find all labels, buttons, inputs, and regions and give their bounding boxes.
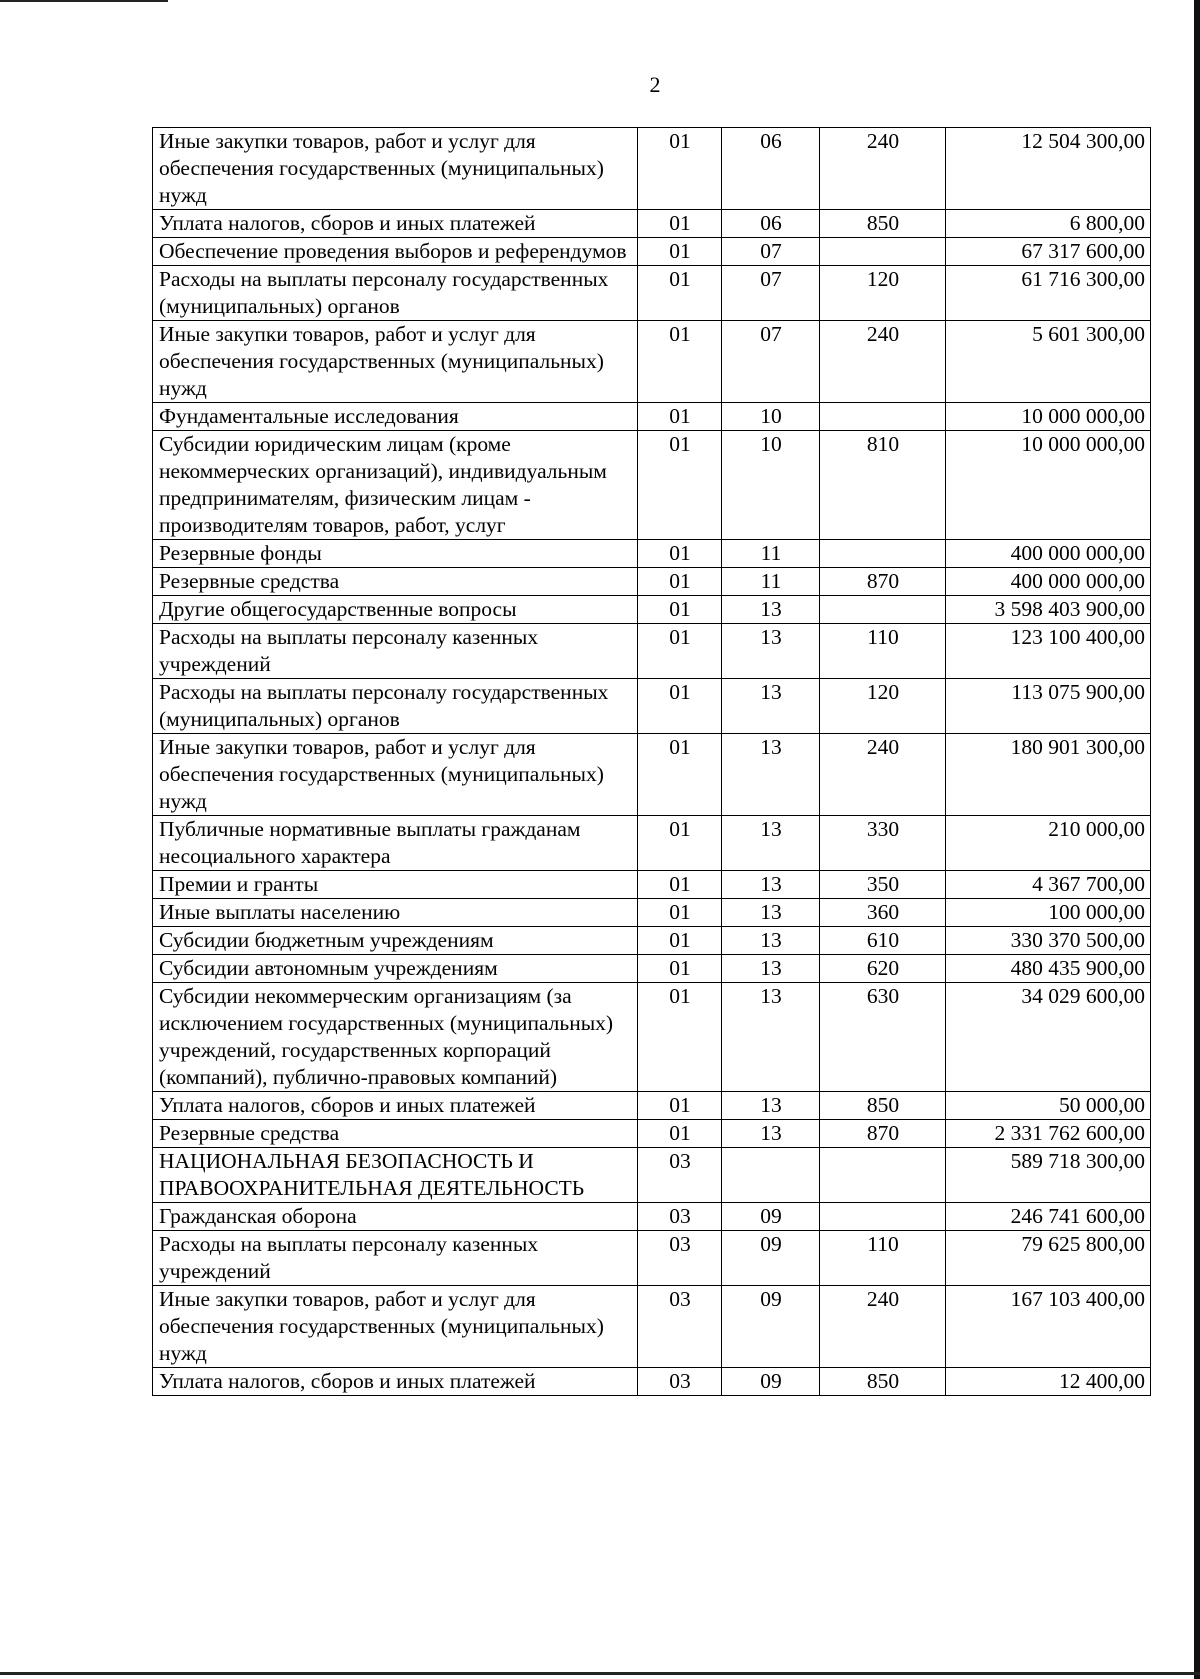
row-section-code-cell: 01 <box>638 899 722 927</box>
row-expense-type-cell <box>820 1148 946 1203</box>
row-amount-cell: 589 718 300,00 <box>946 1148 1151 1203</box>
table-row <box>153 321 1151 403</box>
row-amount-cell: 123 100 400,00 <box>946 624 1151 679</box>
row-subsection-code-cell: 11 <box>722 540 820 568</box>
row-section-code-cell: 01 <box>638 734 722 816</box>
row-name-cell: Уплата налогов, сборов и иных платежей <box>153 1368 638 1396</box>
row-section-code-cell: 03 <box>638 1148 722 1203</box>
row-expense-type-cell: 850 <box>820 1092 946 1120</box>
table-row <box>153 1092 1151 1120</box>
row-section-code-cell: 01 <box>638 210 722 238</box>
row-name-cell: Резервные средства <box>153 568 638 596</box>
row-subsection-code-cell: 09 <box>722 1231 820 1286</box>
scan-edge-bottom <box>0 1672 1200 1675</box>
row-section-code-cell: 03 <box>638 1231 722 1286</box>
row-name-cell: Гражданская оборона <box>153 1203 638 1231</box>
row-amount-cell: 210 000,00 <box>946 816 1151 871</box>
row-name-cell: Иные закупки товаров, работ и услуг для обеспечения государственных (муниципальных) нужд <box>153 128 638 210</box>
row-subsection-code-cell: 13 <box>722 679 820 734</box>
row-subsection-code-cell: 07 <box>722 238 820 266</box>
row-expense-type-cell: 870 <box>820 1120 946 1148</box>
table-row <box>153 596 1151 624</box>
row-expense-type-cell <box>820 540 946 568</box>
row-subsection-code-cell: 13 <box>722 983 820 1092</box>
row-name-cell: Резервные средства <box>153 1120 638 1148</box>
row-section-code-cell: 01 <box>638 871 722 899</box>
row-name-cell: Иные закупки товаров, работ и услуг для обеспечения государственных (муниципальных) нужд <box>153 734 638 816</box>
row-section-code-cell: 01 <box>638 403 722 431</box>
row-subsection-code-cell: 13 <box>722 816 820 871</box>
row-expense-type-cell: 240 <box>820 734 946 816</box>
row-expense-type-cell: 120 <box>820 679 946 734</box>
row-amount-cell: 400 000 000,00 <box>946 540 1151 568</box>
row-name-cell: Иные выплаты населению <box>153 899 638 927</box>
row-section-code-cell: 01 <box>638 596 722 624</box>
table-row <box>153 210 1151 238</box>
table-row <box>153 128 1151 210</box>
table-row <box>153 540 1151 568</box>
row-expense-type-cell: 240 <box>820 321 946 403</box>
row-amount-cell: 79 625 800,00 <box>946 1231 1151 1286</box>
row-name-cell: Расходы на выплаты персоналу казенных учреждений <box>153 1231 638 1286</box>
row-subsection-code-cell: 07 <box>722 321 820 403</box>
row-name-cell: Субсидии автономным учреждениям <box>153 955 638 983</box>
budget-table-body <box>153 128 1151 1396</box>
row-subsection-code-cell: 13 <box>722 1120 820 1148</box>
row-section-code-cell: 01 <box>638 927 722 955</box>
row-amount-cell: 12 400,00 <box>946 1368 1151 1396</box>
row-expense-type-cell <box>820 238 946 266</box>
row-expense-type-cell <box>820 1203 946 1231</box>
row-section-code-cell: 01 <box>638 128 722 210</box>
table-row <box>153 927 1151 955</box>
row-subsection-code-cell: 13 <box>722 899 820 927</box>
row-amount-cell: 167 103 400,00 <box>946 1286 1151 1368</box>
table-row <box>153 1231 1151 1286</box>
row-amount-cell: 400 000 000,00 <box>946 568 1151 596</box>
row-subsection-code-cell: 13 <box>722 734 820 816</box>
table-row <box>153 983 1151 1092</box>
row-expense-type-cell: 850 <box>820 1368 946 1396</box>
row-name-cell: Иные закупки товаров, работ и услуг для обеспечения государственных (муниципальных) нужд <box>153 321 638 403</box>
row-name-cell: Публичные нормативные выплаты гражданам несоциального характера <box>153 816 638 871</box>
row-amount-cell: 3 598 403 900,00 <box>946 596 1151 624</box>
table-row <box>153 899 1151 927</box>
row-expense-type-cell: 620 <box>820 955 946 983</box>
row-section-code-cell: 01 <box>638 540 722 568</box>
scan-edge-top <box>0 0 168 2</box>
row-expense-type-cell: 360 <box>820 899 946 927</box>
row-name-cell: Резервные фонды <box>153 540 638 568</box>
table-row <box>153 1368 1151 1396</box>
row-subsection-code-cell: 13 <box>722 927 820 955</box>
row-subsection-code-cell: 13 <box>722 596 820 624</box>
row-subsection-code-cell: 09 <box>722 1286 820 1368</box>
row-expense-type-cell: 240 <box>820 128 946 210</box>
row-section-code-cell: 01 <box>638 679 722 734</box>
row-name-cell: Расходы на выплаты персоналу казенных учреждений <box>153 624 638 679</box>
scan-edge-right <box>1194 0 1200 1679</box>
row-subsection-code-cell: 10 <box>722 403 820 431</box>
row-subsection-code-cell: 06 <box>722 128 820 210</box>
row-name-cell: Расходы на выплаты персоналу государственных (муниципальных) органов <box>153 679 638 734</box>
row-section-code-cell: 01 <box>638 983 722 1092</box>
row-name-cell: Премии и гранты <box>153 871 638 899</box>
row-name-cell: Уплата налогов, сборов и иных платежей <box>153 1092 638 1120</box>
row-name-cell: НАЦИОНАЛЬНАЯ БЕЗОПАСНОСТЬ И ПРАВООХРАНИТЕЛЬНАЯ ДЕЯТЕЛЬНОСТЬ <box>153 1148 638 1203</box>
row-name-cell: Обеспечение проведения выборов и референдумов <box>153 238 638 266</box>
row-expense-type-cell: 120 <box>820 266 946 321</box>
row-subsection-code-cell: 09 <box>722 1203 820 1231</box>
row-name-cell: Другие общегосударственные вопросы <box>153 596 638 624</box>
row-expense-type-cell: 110 <box>820 1231 946 1286</box>
row-subsection-code-cell: 13 <box>722 871 820 899</box>
row-expense-type-cell: 850 <box>820 210 946 238</box>
row-subsection-code-cell: 06 <box>722 210 820 238</box>
row-amount-cell: 2 331 762 600,00 <box>946 1120 1151 1148</box>
row-subsection-code-cell: 13 <box>722 1092 820 1120</box>
row-amount-cell: 480 435 900,00 <box>946 955 1151 983</box>
row-name-cell: Уплата налогов, сборов и иных платежей <box>153 210 638 238</box>
row-section-code-cell: 03 <box>638 1286 722 1368</box>
row-amount-cell: 113 075 900,00 <box>946 679 1151 734</box>
row-amount-cell: 34 029 600,00 <box>946 983 1151 1092</box>
row-amount-cell: 330 370 500,00 <box>946 927 1151 955</box>
table-row <box>153 871 1151 899</box>
row-expense-type-cell: 610 <box>820 927 946 955</box>
row-subsection-code-cell: 09 <box>722 1368 820 1396</box>
table-row <box>153 431 1151 540</box>
row-name-cell: Субсидии юридическим лицам (кроме некоммерческих организаций), индивидуальным предпринимателям, физическим лицам - производителям товаров, работ, услуг <box>153 431 638 540</box>
row-section-code-cell: 01 <box>638 816 722 871</box>
row-expense-type-cell <box>820 596 946 624</box>
row-amount-cell: 10 000 000,00 <box>946 431 1151 540</box>
table-row <box>153 568 1151 596</box>
table-row <box>153 679 1151 734</box>
row-subsection-code-cell <box>722 1148 820 1203</box>
row-amount-cell: 12 504 300,00 <box>946 128 1151 210</box>
row-expense-type-cell <box>820 403 946 431</box>
row-name-cell: Субсидии некоммерческим организациям (за исключением государственных (муниципальных) учреждений, государственных корпораций (компаний), публично-правовых компаний) <box>153 983 638 1092</box>
row-subsection-code-cell: 13 <box>722 624 820 679</box>
table-row <box>153 624 1151 679</box>
row-section-code-cell: 01 <box>638 1092 722 1120</box>
row-amount-cell: 6 800,00 <box>946 210 1151 238</box>
row-expense-type-cell: 240 <box>820 1286 946 1368</box>
row-amount-cell: 61 716 300,00 <box>946 266 1151 321</box>
row-section-code-cell: 01 <box>638 266 722 321</box>
row-section-code-cell: 01 <box>638 624 722 679</box>
row-amount-cell: 100 000,00 <box>946 899 1151 927</box>
row-name-cell: Иные закупки товаров, работ и услуг для обеспечения государственных (муниципальных) нужд <box>153 1286 638 1368</box>
row-amount-cell: 10 000 000,00 <box>946 403 1151 431</box>
row-section-code-cell: 03 <box>638 1368 722 1396</box>
row-section-code-cell: 03 <box>638 1203 722 1231</box>
row-amount-cell: 67 317 600,00 <box>946 238 1151 266</box>
row-subsection-code-cell: 10 <box>722 431 820 540</box>
row-section-code-cell: 01 <box>638 955 722 983</box>
row-name-cell: Расходы на выплаты персоналу государственных (муниципальных) органов <box>153 266 638 321</box>
table-row <box>153 238 1151 266</box>
row-subsection-code-cell: 13 <box>722 955 820 983</box>
table-row <box>153 1203 1151 1231</box>
row-expense-type-cell: 810 <box>820 431 946 540</box>
table-row <box>153 1120 1151 1148</box>
row-amount-cell: 4 367 700,00 <box>946 871 1151 899</box>
table-row <box>153 403 1151 431</box>
row-expense-type-cell: 330 <box>820 816 946 871</box>
row-amount-cell: 5 601 300,00 <box>946 321 1151 403</box>
page-number: 2 <box>649 72 661 97</box>
row-name-cell: Фундаментальные исследования <box>153 403 638 431</box>
row-amount-cell: 246 741 600,00 <box>946 1203 1151 1231</box>
table-row <box>153 1148 1151 1203</box>
row-amount-cell: 50 000,00 <box>946 1092 1151 1120</box>
budget-table <box>152 127 1151 1396</box>
row-expense-type-cell: 350 <box>820 871 946 899</box>
row-section-code-cell: 01 <box>638 238 722 266</box>
row-subsection-code-cell: 11 <box>722 568 820 596</box>
row-expense-type-cell: 110 <box>820 624 946 679</box>
row-expense-type-cell: 630 <box>820 983 946 1092</box>
row-amount-cell: 180 901 300,00 <box>946 734 1151 816</box>
row-name-cell: Субсидии бюджетным учреждениям <box>153 927 638 955</box>
table-row <box>153 816 1151 871</box>
table-row <box>153 1286 1151 1368</box>
row-expense-type-cell: 870 <box>820 568 946 596</box>
table-row <box>153 266 1151 321</box>
row-subsection-code-cell: 07 <box>722 266 820 321</box>
row-section-code-cell: 01 <box>638 431 722 540</box>
table-row <box>153 955 1151 983</box>
table-row <box>153 734 1151 816</box>
row-section-code-cell: 01 <box>638 1120 722 1148</box>
row-section-code-cell: 01 <box>638 321 722 403</box>
row-section-code-cell: 01 <box>638 568 722 596</box>
